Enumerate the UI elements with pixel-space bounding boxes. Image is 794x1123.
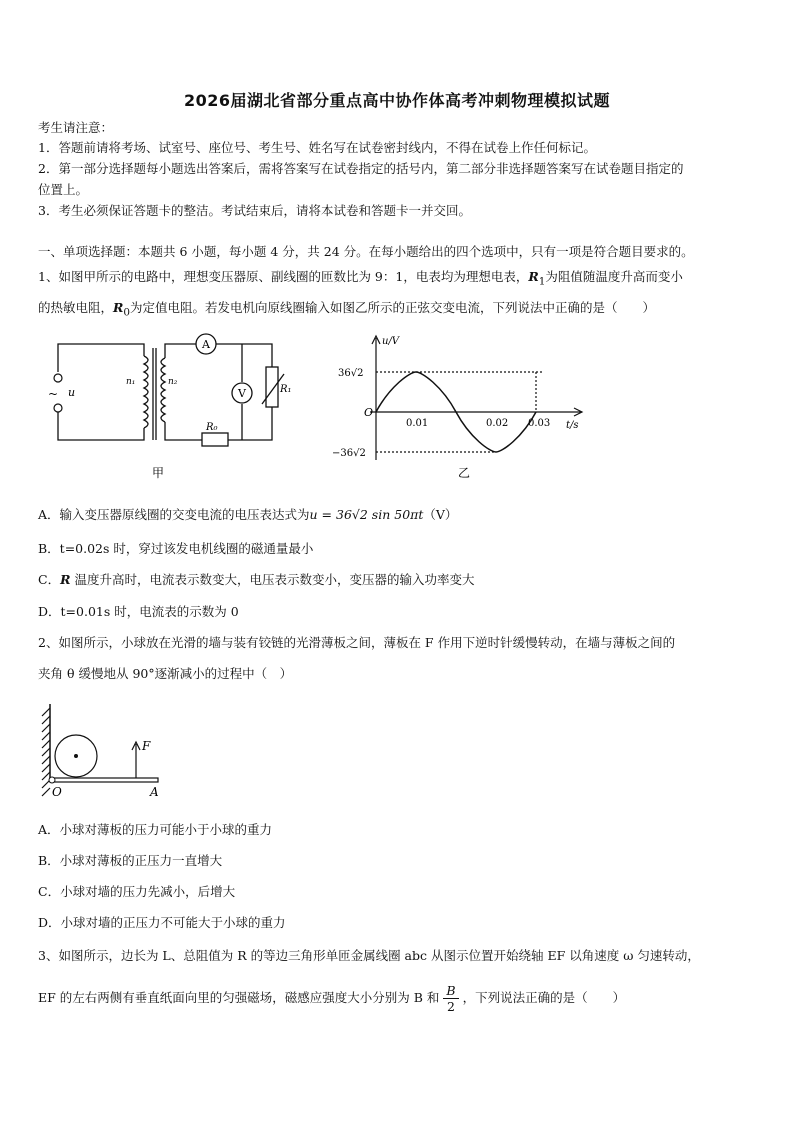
figure-yi-caption: 乙 — [458, 466, 471, 480]
graph-ytick-top: 36√2 — [338, 368, 364, 379]
q3-fraction — [443, 983, 458, 1014]
q3-fraction-numerator: B — [443, 983, 458, 999]
q1-stem2-pre: 的热敏电阻， — [38, 300, 114, 315]
q2-option-d: D．小球对墙的正压力不可能大于小球的重力 — [38, 915, 286, 930]
q1-option-a-text: A．输入变压器原线圈的交变电流的电压表达式为 — [38, 507, 310, 522]
q2-option-b: B．小球对薄板的正压力一直增大 — [38, 853, 223, 868]
q1-option-a — [38, 506, 457, 524]
q1-var-r0: R — [113, 300, 124, 315]
q1-option-c — [38, 571, 474, 589]
graph-origin: O — [364, 406, 374, 419]
figure-jia-caption: 甲 — [152, 466, 165, 480]
q1-option-b: B．t=0.02s 时，穿过该发电机线圈的磁通量最小 — [38, 541, 314, 556]
source-u-label: u — [68, 386, 76, 399]
r1-label: R₁ — [280, 384, 292, 395]
notice-item-2: 2．第一部分选择题每小题选出答案后，需将答案写在试卷指定的括号内，第二部分非选择题答案写在试卷题目指定的 — [38, 161, 684, 176]
hinge-icon — [49, 777, 55, 783]
q3-stem-line2 — [38, 983, 625, 1014]
notice-heading: 考生请注意： — [38, 120, 114, 135]
q1-option-c-var: R — [60, 572, 71, 587]
voltmeter-label: V — [238, 387, 246, 400]
q1-stem-line2 — [38, 299, 655, 322]
notice-item-3: 3．考生必须保证答题卡的整洁。考试结束后，请将本试卷和答题卡一并交回。 — [38, 203, 471, 218]
graph-xtick-1: 0.01 — [406, 418, 429, 429]
q2-stem-line2: 夹角 θ 缓慢地从 90°逐渐减小的过程中（ ） — [38, 666, 293, 681]
q1-option-a-unit: （V） — [423, 507, 458, 522]
q1-option-d: D．t=0.01s 时，电流表的示数为 0 — [38, 604, 239, 619]
section-heading: 一、单项选择题：本题共 6 小题，每小题 4 分，共 24 分。在每小题给出的四个选项中，只有一项是符合题目要求的。 — [38, 244, 694, 259]
q1-option-a-formula: u = 36√2 sin 50πt — [309, 507, 424, 522]
q1-stem2-post: 为定值电阻。若发电机向原线圈输入如图乙所示的正弦交变电流，下列说法中正确的是（ ） — [130, 300, 656, 315]
source-tilde: ~ — [48, 387, 59, 401]
q1-stem-pre: 1、如图甲所示的电路中，理想变压器原、副线圈的匝数比为 9：1，电表均为理想电表， — [38, 269, 529, 284]
n1-label: n₁ — [126, 377, 136, 387]
q1-circuit-figure — [40, 332, 290, 482]
q2-stem-line1: 2、如图所示，小球放在光滑的墙与装有铰链的光滑薄板之间，薄板在 F 作用下逆时针缓慢转动，在墙与薄板之间的 — [38, 635, 676, 650]
q3-stem2-post: ，下列说法正确的是（ ） — [462, 990, 626, 1005]
graph-xtick-2: 0.02 — [486, 418, 509, 429]
q1-var-r1-sub: 1 — [538, 275, 546, 288]
q2-point-o: O — [52, 785, 62, 799]
q3-stem-line1: 3、如图所示，边长为 L、总阻值为 R 的等边三角形单匝金属线圈 abc 从图示位置开始绕轴 EF 以角速度 ω 匀速转动， — [38, 948, 700, 963]
q2-figure — [38, 700, 178, 804]
notice-item-1: 1．答题前请将考场、试室号、座位号、考生号、姓名写在试卷密封线内，不得在试卷上作任何标记。 — [38, 140, 596, 155]
graph-xtick-3: 0.03 — [528, 418, 551, 429]
q3-stem2-pre: EF 的左右两侧有垂直纸面向里的匀强磁场，磁感应强度大小分别为 B 和 — [38, 990, 440, 1005]
q1-var-r0-sub: 0 — [123, 306, 131, 319]
q1-option-c-prefix: C． — [38, 572, 61, 587]
ammeter-label: A — [202, 338, 210, 351]
q2-force-label: F — [142, 739, 151, 753]
q1-option-c-text: 温度升高时，电流表示数变大，电压表示数变小，变压器的输入功率变大 — [70, 572, 475, 587]
q2-point-a: A — [150, 785, 159, 799]
q1-sine-figure — [330, 332, 590, 482]
graph-ytick-bottom: −36√2 — [332, 448, 366, 459]
notice-item-2-cont: 位置上。 — [38, 182, 89, 197]
graph-xlabel: t/s — [566, 420, 579, 431]
q2-option-a: A．小球对薄板的压力可能小于小球的重力 — [38, 822, 273, 837]
q1-stem-post: 为阻值随温度升高而变小 — [545, 269, 683, 284]
q2-option-c: C．小球对墙的压力先减小，后增大 — [38, 884, 236, 899]
page-title: 2026届湖北省部分重点高中协作体高考冲刺物理模拟试题 — [183, 91, 611, 110]
q1-var-r1: R — [528, 269, 539, 284]
r0-label: R₀ — [206, 422, 218, 433]
ball-center-dot — [74, 754, 78, 758]
q1-stem-line1 — [38, 268, 683, 291]
n2-label: n₂ — [168, 377, 178, 387]
graph-ylabel: u/V — [382, 336, 400, 347]
q3-fraction-denominator: 2 — [447, 999, 455, 1014]
